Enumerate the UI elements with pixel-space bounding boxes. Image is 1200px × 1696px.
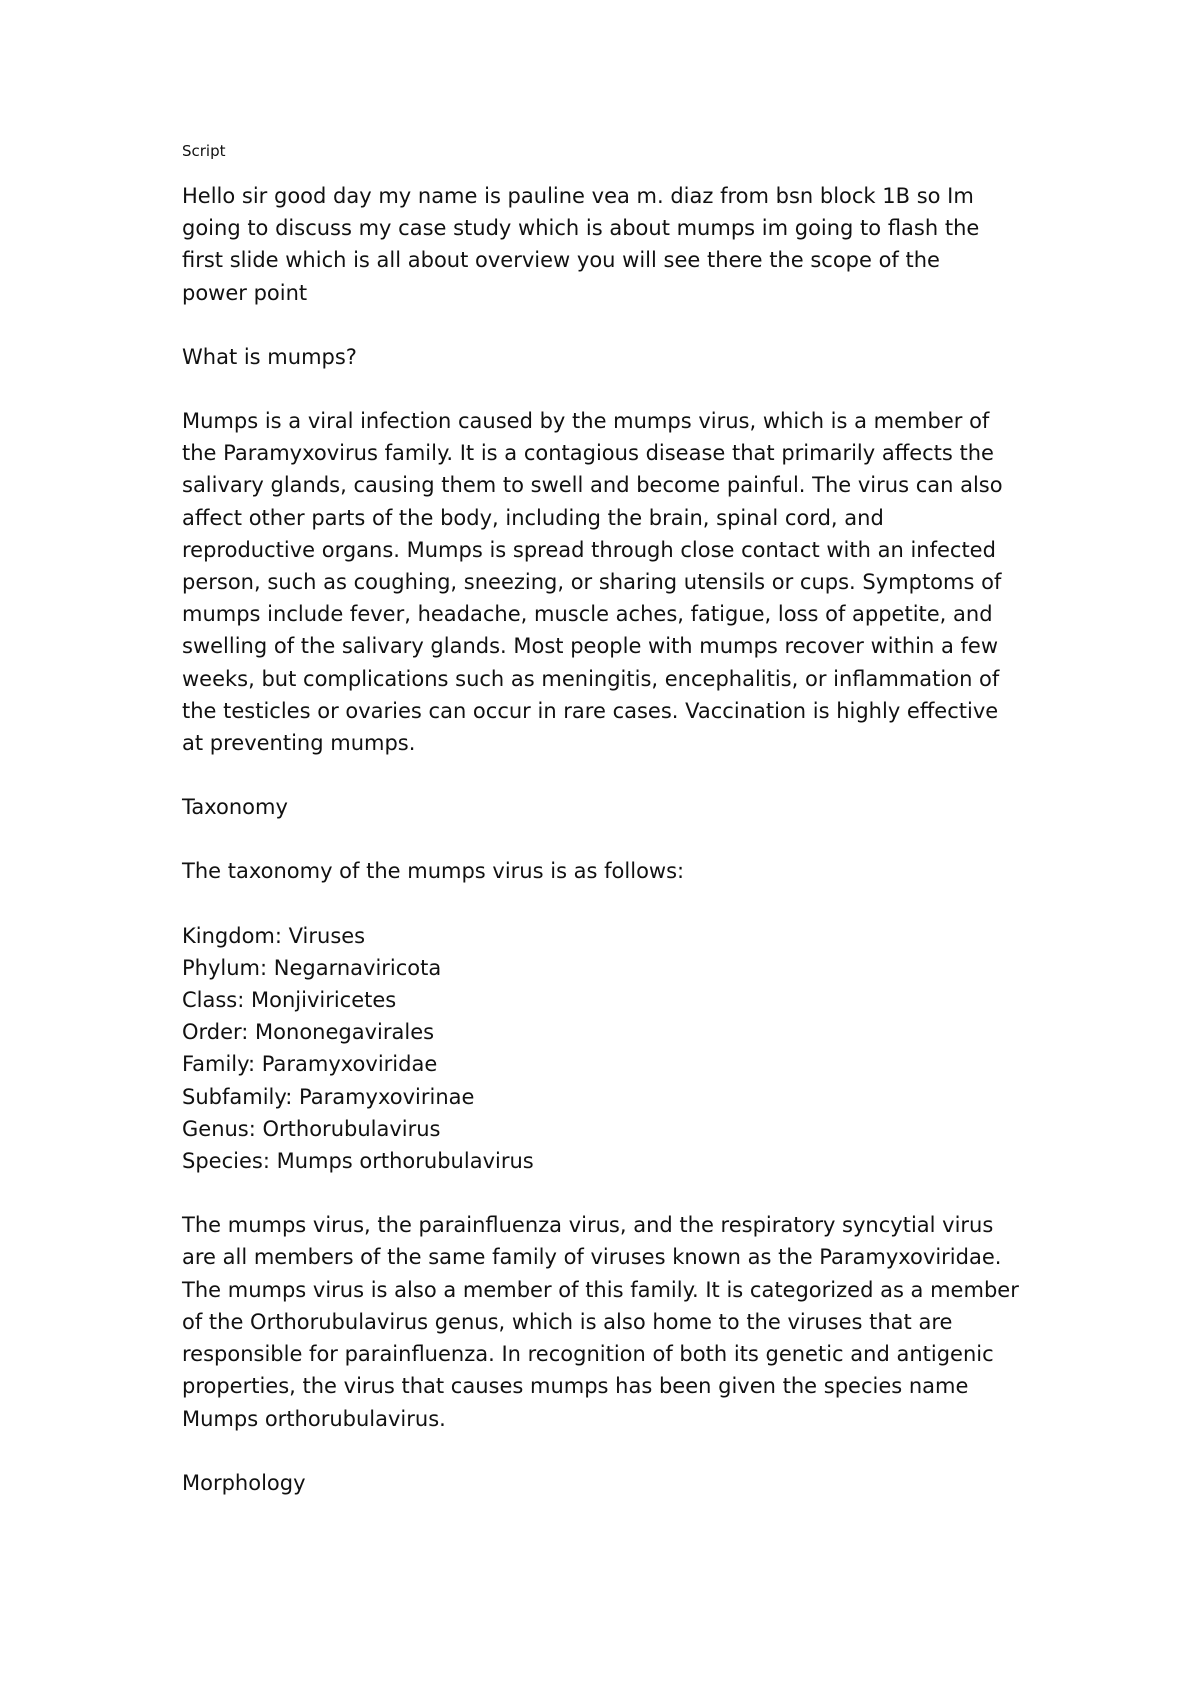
what-paragraph xyxy=(182,405,1062,759)
taxonomy-item-genus: Genus: Orthorubulavirus xyxy=(182,1116,441,1141)
heading-taxonomy: Taxonomy xyxy=(182,795,288,820)
text-line: The taxonomy of the mumps virus is as follows: xyxy=(182,859,685,884)
document-body xyxy=(182,140,1062,1531)
text-line: at preventing mumps. xyxy=(182,731,416,756)
text-line: mumps include fever, headache, muscle aches, fatigue, loss of appetite, and xyxy=(182,602,993,627)
heading-morphology: Morphology xyxy=(182,1470,306,1495)
text-line: The mumps virus is also a member of this family. It is categorized as a member xyxy=(182,1277,1019,1302)
text-line: affect other parts of the body, including the brain, spinal cord, and xyxy=(182,505,884,530)
section-heading-what xyxy=(182,341,1062,373)
text-line: person, such as coughing, sneezing, or sharing utensils or cups. Symptoms of xyxy=(182,570,1002,595)
taxonomy-item-order: Order: Mononegavirales xyxy=(182,1020,435,1045)
text-line: are all members of the same family of viruses known as the Paramyxoviridae. xyxy=(182,1245,1002,1270)
taxonomy-item-subfamily: Subfamily: Paramyxovirinae xyxy=(182,1084,475,1109)
taxonomy-list xyxy=(182,920,1062,1178)
text-line: the testicles or ovaries can occur in rare cases. Vaccination is highly effective xyxy=(182,698,999,723)
text-line: of the Orthorubulavirus genus, which is also home to the viruses that are xyxy=(182,1309,953,1334)
taxonomy-item-class: Class: Monjiviricetes xyxy=(182,988,397,1013)
text-line: Mumps orthorubulavirus. xyxy=(182,1406,446,1431)
text-line: first slide which is all about overview you will see there the scope of the xyxy=(182,248,940,273)
intro-paragraph xyxy=(182,180,1062,309)
text-line: Mumps is a viral infection caused by the mumps virus, which is a member of xyxy=(182,409,990,434)
text-line: salivary glands, causing them to swell and become painful. The virus can also xyxy=(182,473,1003,498)
taxonomy-item-phylum: Phylum: Negarnaviricota xyxy=(182,955,442,980)
taxonomy-item-family: Family: Paramyxoviridae xyxy=(182,1052,438,1077)
text-line: responsible for parainfluenza. In recognition of both its genetic and antigenic xyxy=(182,1342,994,1367)
text-line: power point xyxy=(182,280,308,305)
taxonomy-paragraph xyxy=(182,1209,1062,1434)
text-line: swelling of the salivary glands. Most people with mumps recover within a few xyxy=(182,634,999,659)
section-heading-taxonomy xyxy=(182,791,1062,823)
taxonomy-item-kingdom: Kingdom: Viruses xyxy=(182,923,366,948)
text-line: reproductive organs. Mumps is spread through close contact with an infected xyxy=(182,537,996,562)
text-line: going to discuss my case study which is about mumps im going to flash the xyxy=(182,216,980,241)
document-label: Script xyxy=(182,142,226,160)
section-heading-morphology xyxy=(182,1467,1062,1499)
text-line: properties, the virus that causes mumps has been given the species name xyxy=(182,1374,969,1399)
text-line: the Paramyxovirus family. It is a contagious disease that primarily affects the xyxy=(182,441,994,466)
taxonomy-item-species: Species: Mumps orthorubulavirus xyxy=(182,1149,534,1174)
text-line: Hello sir good day my name is pauline vea m. diaz from bsn block 1B so Im xyxy=(182,184,974,208)
text-line: The mumps virus, the parainfluenza virus, and the respiratory syncytial virus xyxy=(182,1213,994,1238)
taxonomy-intro xyxy=(182,855,1062,887)
heading-what-is-mumps: What is mumps? xyxy=(182,344,357,369)
text-line: weeks, but complications such as meningitis, encephalitis, or inflammation of xyxy=(182,666,1000,691)
